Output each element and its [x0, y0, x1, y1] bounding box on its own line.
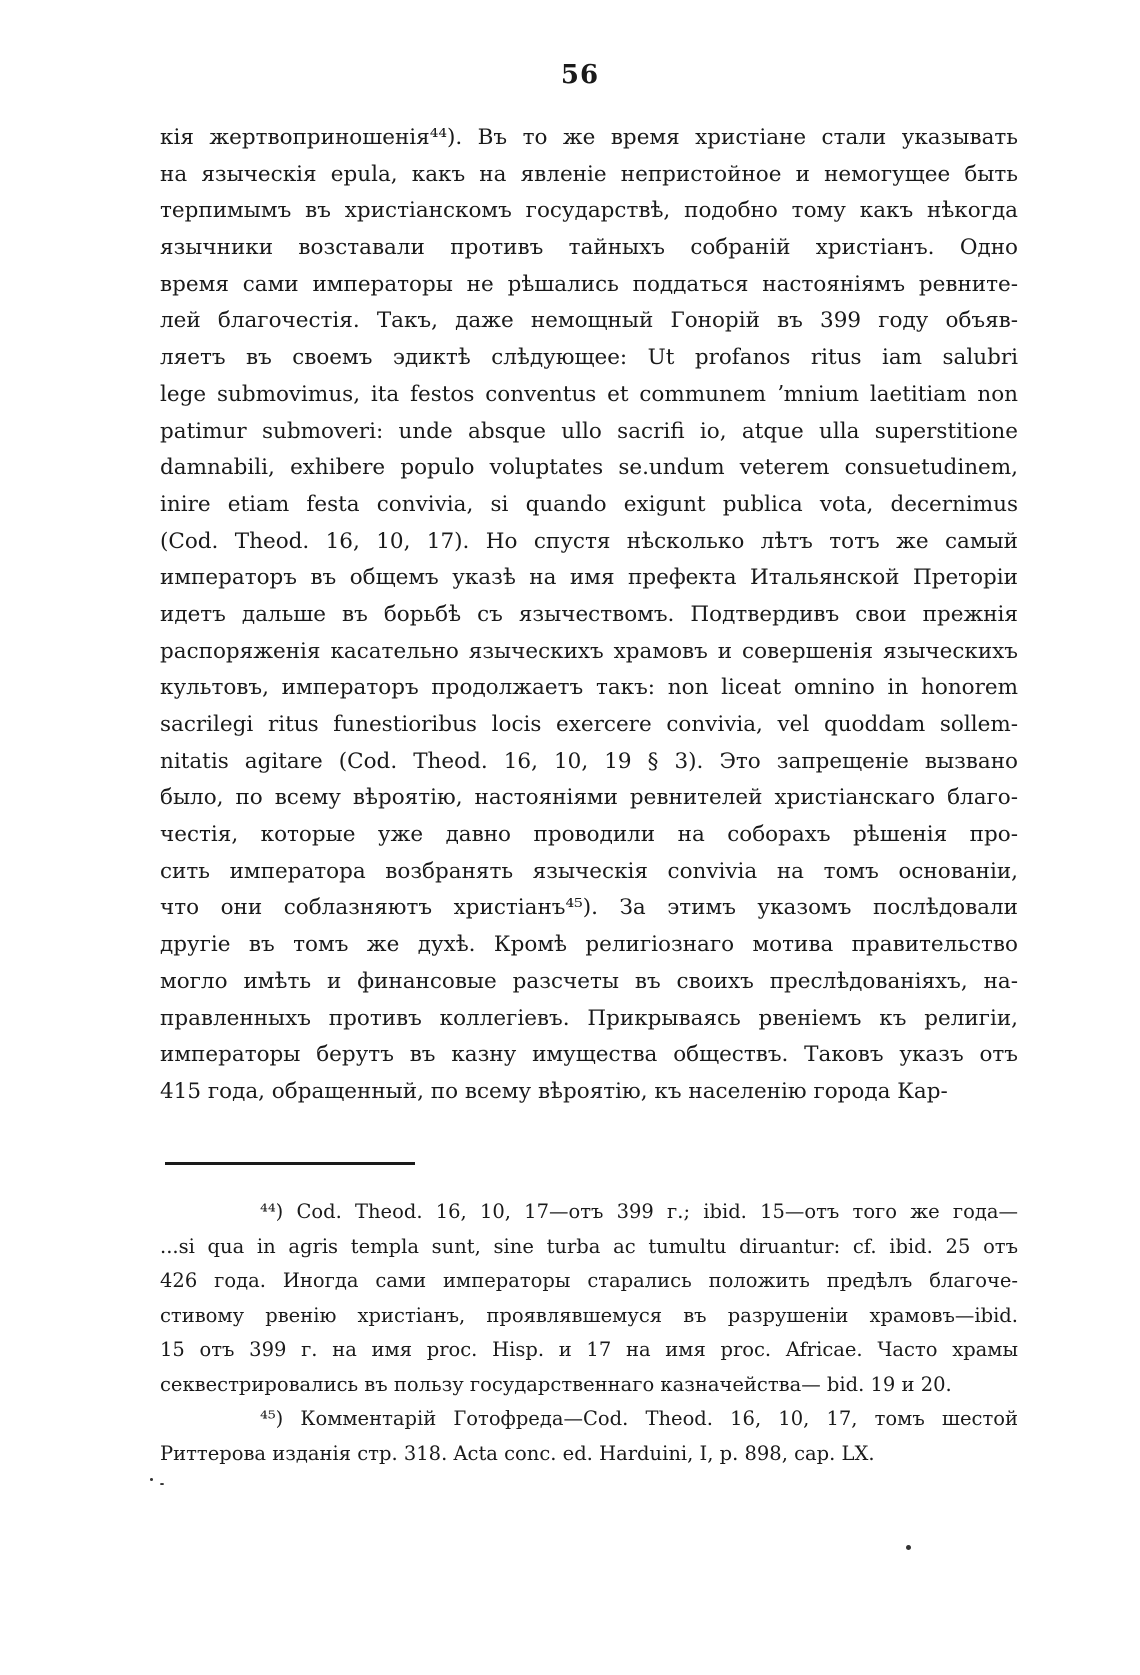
- body-line: было, по всему вѣроятію, настояніями ревнителей христіанскаго благо-: [160, 785, 1018, 811]
- page-number: 56: [560, 60, 600, 90]
- body-line: на языческія epula, какъ на явленіе непристойное и немогущее быть: [160, 161, 1018, 187]
- body-line: кія жертвоприношенія⁴⁴). Въ то же время христіане стали указывать: [160, 125, 1018, 150]
- footnote-line: 15 отъ 399 г. на имя proc. Hisp. и 17 на имя proc. Africae. Часто храмы: [160, 1338, 1018, 1361]
- body-line: терпимымъ въ христіанскомъ государствѣ, подобно тому какъ нѣкогда: [160, 198, 1018, 224]
- footnote-line: ...si qua in agris templa sunt, sine turba ac tumultu diruantur: cf. ibid. 25 отъ: [160, 1234, 1018, 1258]
- body-line: культовъ, императоръ продолжаетъ такъ: non liceat omnino in honorem: [160, 675, 1018, 701]
- body-text: [160, 120, 1018, 1111]
- body-line: честія, которые уже давно проводили на соборахъ рѣшенія про-: [160, 822, 1018, 848]
- body-line: императоръ въ общемъ указѣ на имя префекта Итальянской Преторіи: [160, 565, 1018, 591]
- footnote-line: ⁴⁵) Комментарій Готофреда—Cod. Theod. 16, 10, 17, томъ шестой: [260, 1407, 1018, 1430]
- body-line: lege submovimus, ita festos conventus et communem ʼmnium laetitiam non: [160, 381, 1018, 407]
- footnote-line: ⁴⁴) Cod. Theod. 16, 10, 17—отъ 399 г.; ibid. 15—отъ того же года—: [260, 1200, 1018, 1223]
- body-line: что они соблазняютъ христіанъ⁴⁵). За этимъ указомъ послѣдовали: [160, 895, 1018, 921]
- body-line: ляетъ въ своемъ эдиктѣ слѣдующее: Ut profanos ritus iam salubri: [160, 345, 1018, 371]
- body-line: (Cod. Theod. 16, 10, 17). Но спустя нѣсколько лѣтъ тотъ же самый: [160, 528, 1018, 554]
- footnotes: [160, 1195, 1018, 1471]
- body-line: императоры берутъ въ казну имущества обществъ. Таковъ указъ отъ: [160, 1042, 1018, 1068]
- body-line: правленныхъ противъ коллегіевъ. Прикрываясь рвеніемъ къ религіи,: [160, 1005, 1018, 1031]
- body-line: nitatis agitare (Cod. Theod. 16, 10, 19 § 3). Это запрещеніе вызвано: [160, 748, 1018, 774]
- scan-speck: [906, 1545, 911, 1550]
- footnote-line: 426 года. Иногда сами императоры старались положить предѣлъ благоче-: [160, 1269, 1018, 1292]
- footnote-45: [160, 1402, 1018, 1471]
- body-line: inire etiam festa convivia, si quando exigunt publica vota, decernimus: [160, 491, 1018, 517]
- footnote-line: стивому рвенію христіанъ, проявлявшемуся въ разрушеніи храмовъ—ibid.: [160, 1303, 1018, 1327]
- footnote-line: Риттерова изданія стр. 318. Acta conc. ed. Harduini, I, p. 898, cap. LX.: [160, 1441, 875, 1465]
- body-line: sacrilegi ritus funestioribus locis exercere convivia, vel quoddam sollem-: [160, 712, 1018, 737]
- body-line: идетъ дальше въ борьбѣ съ язычествомъ. Подтвердивъ свои прежнія: [160, 601, 1018, 627]
- body-line: сить императора возбранять языческія convivia на томъ основаніи,: [160, 858, 1018, 884]
- body-line: patimur submoveri: unde absque ullo sacrifi io, atque ulla superstitione: [160, 418, 1018, 444]
- footnote-separator: [165, 1162, 415, 1165]
- body-line: лей благочестія. Такъ, даже немощный Гонорій въ 399 году объяв-: [160, 308, 1018, 334]
- scan-speck: [150, 1478, 153, 1481]
- body-line: другіе въ томъ же духѣ. Кромѣ религіознаго мотива правительство: [160, 932, 1018, 958]
- body-line: 415 года, обращенный, по всему вѣроятію, къ населенію города Кар-: [160, 1078, 948, 1104]
- scan-speck: [160, 1483, 164, 1485]
- body-line: распоряженія касательно языческихъ храмовъ и совершенія языческихъ: [160, 638, 1018, 664]
- body-line: язычники возставали противъ тайныхъ собраній христіанъ. Одно: [160, 235, 1018, 261]
- footnote-44: [160, 1195, 1018, 1402]
- body-line: damnabili, exhibere populo voluptates se.undum veterem consuetudinem,: [160, 455, 1018, 481]
- body-line: время сами императоры не рѣшались поддаться настояніямъ ревните-: [160, 271, 1018, 297]
- footnote-line: секвестрировались въ пользу государственнаго казначейства— bid. 19 и 20.: [160, 1372, 952, 1396]
- body-line: могло имѣть и финансовые разсчеты въ своихъ преслѣдованіяхъ, на-: [160, 968, 1018, 994]
